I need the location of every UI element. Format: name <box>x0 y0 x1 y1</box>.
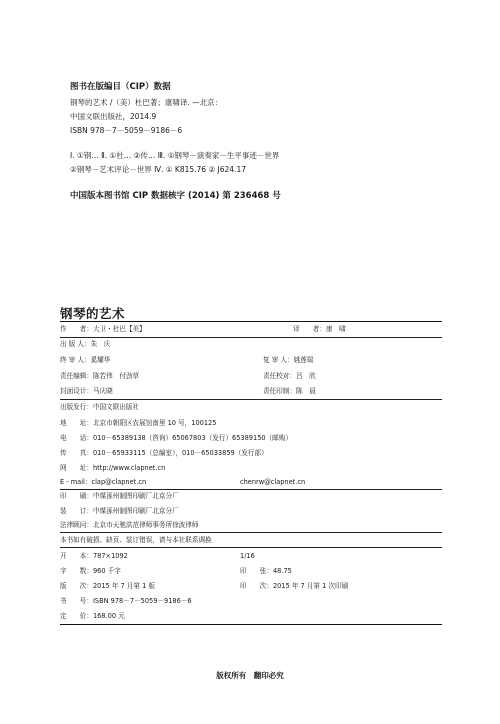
cip-heading: 图书在版编目（CIP）数据 <box>70 82 171 92</box>
spec-row-format <box>60 552 442 560</box>
second-review-label: 复 审 人： <box>263 356 294 364</box>
credit-row-cover <box>60 387 442 395</box>
final-review-label: 终 审 人： <box>60 356 91 364</box>
proofread-value: 吕 欣 <box>295 372 316 380</box>
publisher-person-label: 出 版 人： <box>60 340 91 348</box>
spec-row-price <box>60 612 442 620</box>
divider <box>60 399 442 400</box>
phone-value: 010－65389138（咨询）65067803（发行）65389150（邮购） <box>92 434 292 442</box>
copyright-notice: 版权所有 翻印必究 <box>216 671 284 680</box>
publisher-address-row <box>60 419 442 427</box>
replacement-notice: 本书如有破损、缺页、装订错误，请与本社联系调换 <box>60 536 212 544</box>
impression-value: 2015 年 7 月第 1 次印刷 <box>272 582 349 590</box>
cover-label: 封面设计： <box>60 387 93 395</box>
editor-value: 陈若伟 付劲草 <box>92 372 140 380</box>
cip-line-1: 钢琴的艺术 /（美）杜巴著；康啸译. —北京： <box>70 98 223 107</box>
cover-value: 马庆晓 <box>92 387 113 395</box>
edition-value: 2015 年 7 月第 1 版 <box>92 582 155 590</box>
print-duty-label: 责任印制： <box>263 387 296 395</box>
words-label: 字 数： <box>60 567 93 575</box>
spec-row-isbn <box>60 597 442 605</box>
cip-line-4: Ⅰ. ①钢… Ⅱ. ①杜… ②传… Ⅲ. ①钢琴－演奏家－生平事迹－世界 <box>70 151 280 160</box>
printer-label: 印 刷： <box>60 492 93 500</box>
credit-row-editor <box>60 372 442 380</box>
fax-value: 010－65933115（总编室），010－65033859（发行部） <box>92 449 268 457</box>
legal-advisor: 法律顾问：北京市天驰洪范律师事务所徐波律师 <box>60 521 199 529</box>
credit-row-review <box>60 356 442 364</box>
printer-row <box>60 492 442 500</box>
publisher-fax-row <box>60 449 442 457</box>
phone-label: 电 话： <box>60 434 93 442</box>
publisher-web-row <box>60 464 442 472</box>
fax-label: 传 真： <box>60 449 93 457</box>
impression-label: 印 次： <box>240 582 273 590</box>
words-value: 960 千字 <box>92 567 121 575</box>
cip-line-5: ②钢琴－艺术评论－世界 Ⅳ. ① K815.76 ② J624.17 <box>70 165 247 174</box>
spec-row-edition <box>60 582 442 590</box>
author-label: 作 者： <box>60 325 93 333</box>
sheets-value: 48.75 <box>272 567 292 575</box>
second-review-value: 姚莲瑞 <box>293 356 314 364</box>
price-value: 168.00 元 <box>92 612 125 620</box>
binder-label: 装 订： <box>60 507 93 515</box>
credit-row-author <box>60 325 442 333</box>
divider <box>60 489 442 490</box>
email-link-1[interactable]: clap@clapnet.cn <box>91 478 147 486</box>
format-fraction: 1/16 <box>240 552 255 560</box>
format-value: 787×1092 <box>92 552 128 560</box>
divider <box>60 337 442 338</box>
address-value: 北京市朝阳区农展馆南里 10 号，100125 <box>92 419 217 427</box>
publisher-person-value: 朱 庆 <box>90 340 111 348</box>
web-label: 网 址： <box>60 464 93 472</box>
publisher-phone-row <box>60 434 442 442</box>
final-review-value: 奚耀华 <box>90 356 111 364</box>
binder-value: 中煤涿州制图印刷厂北京分厂 <box>92 507 179 515</box>
translator-value: 康 啸 <box>325 325 346 333</box>
address-label: 地 址： <box>60 419 93 427</box>
bottom-rule <box>60 624 442 625</box>
web-link[interactable]: http://www.clapnet.cn <box>92 464 166 472</box>
publisher-email-row <box>60 478 442 486</box>
translator-label: 译 者： <box>293 325 326 333</box>
proofread-label: 责任校对： <box>263 372 296 380</box>
editor-label: 责任编辑： <box>60 372 93 380</box>
isbn-label: 书 号： <box>60 597 93 605</box>
edition-label: 版 次： <box>60 582 93 590</box>
publisher-issued: 出版发行：中国文联出版社 <box>60 403 140 411</box>
printer-value: 中煤涿州制图印刷厂北京分厂 <box>92 492 179 500</box>
credit-row-publisher-person <box>60 340 442 348</box>
cip-record-number: 中国版本图书馆 CIP 数据核字 (2014) 第 236468 号 <box>70 191 281 201</box>
divider <box>60 532 442 533</box>
isbn-value: ISBN 978－7－5059－9186－6 <box>92 597 192 605</box>
cip-line-2: 中国文联出版社，2014.9 <box>70 112 157 121</box>
cip-line-3: ISBN 978－7－5059－9186－6 <box>70 126 183 135</box>
price-label: 定 价： <box>60 612 93 620</box>
divider <box>60 547 442 548</box>
spec-row-words <box>60 567 442 575</box>
sheets-label: 印 张： <box>240 567 273 575</box>
author-value: 大卫・杜巴【美】 <box>92 325 146 333</box>
print-duty-value: 陈 晨 <box>295 387 316 395</box>
title-rule <box>60 321 442 322</box>
email-link-2[interactable]: chenrw@clapnet.cn <box>240 478 306 486</box>
binder-row <box>60 507 442 515</box>
format-label: 开 本： <box>60 552 93 560</box>
email-label: E - mail： <box>60 478 92 486</box>
book-title: 钢琴的艺术 <box>60 306 126 321</box>
